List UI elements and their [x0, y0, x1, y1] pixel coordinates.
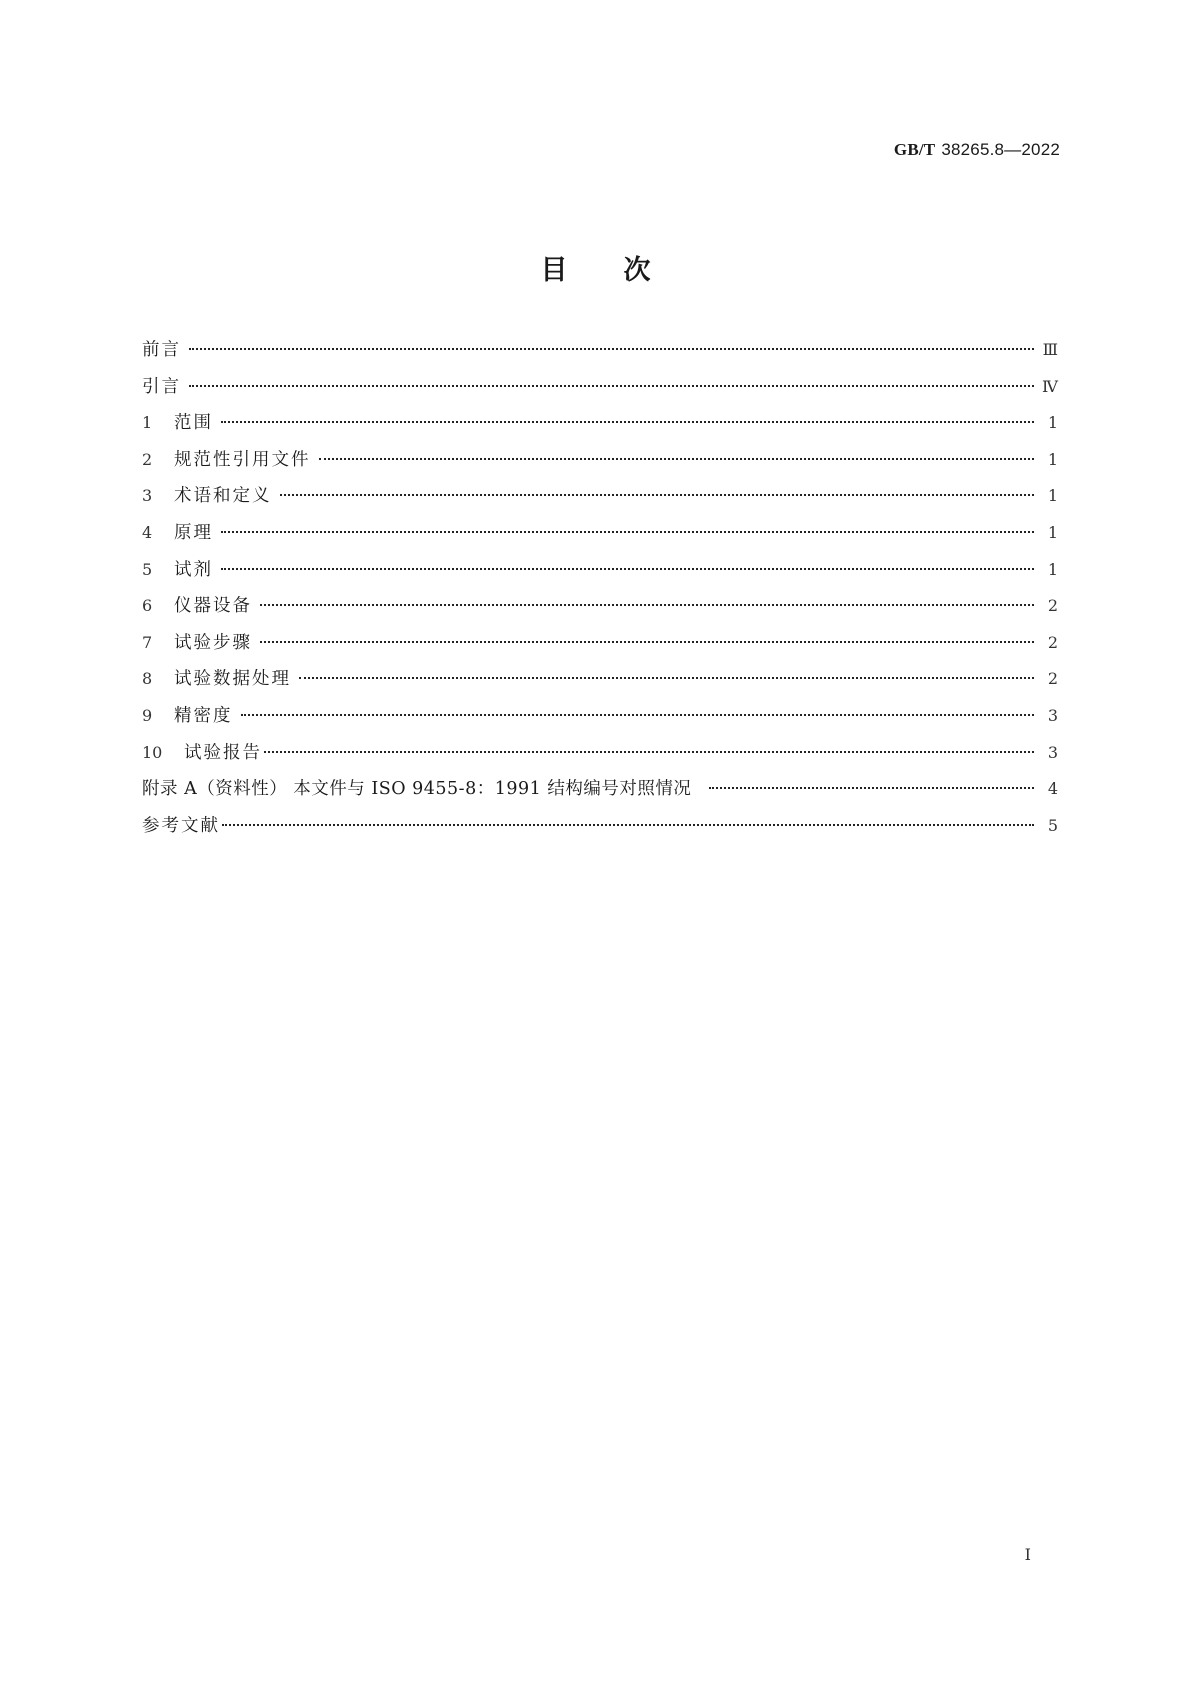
- toc-entry-4[interactable]: [142, 521, 1058, 558]
- dot-leader: [222, 823, 1034, 826]
- toc-entry-foreword[interactable]: [142, 338, 1058, 375]
- toc-entry-label: 引言: [142, 376, 181, 397]
- toc-entry-label: 前言: [142, 340, 181, 360]
- dot-leader: [319, 457, 1035, 460]
- toc-entry-number: 10: [142, 742, 163, 762]
- dot-leader: [221, 530, 1034, 533]
- dot-leader: [264, 750, 1034, 753]
- toc-entry-number: 5: [142, 559, 153, 579]
- table-of-contents: [142, 338, 1058, 850]
- standard-number: [894, 140, 1060, 160]
- toc-entry-page: 2: [1047, 632, 1058, 652]
- dot-leader: [241, 713, 1035, 716]
- toc-entry-number: 3: [142, 486, 153, 506]
- toc-entry-page: 1: [1047, 449, 1058, 469]
- toc-entry-label: 参考文献: [142, 815, 220, 836]
- toc-entry-6[interactable]: [142, 594, 1058, 631]
- toc-entry-label: 术语和定义: [174, 486, 272, 507]
- toc-entry-label: 规范性引用文件: [174, 449, 311, 470]
- toc-entry-page: 4: [1047, 779, 1058, 799]
- toc-entry-page: 1: [1047, 559, 1058, 579]
- toc-entry-page: 2: [1047, 669, 1058, 689]
- toc-entry-page: Ⅲ: [1042, 340, 1058, 359]
- toc-entry-1[interactable]: [142, 411, 1058, 448]
- dot-leader: [709, 786, 1034, 789]
- toc-entry-label: 试验数据处理: [174, 669, 291, 690]
- standard-number-value: 38265.8—2022: [941, 140, 1060, 159]
- toc-entry-9[interactable]: [142, 704, 1058, 741]
- toc-entry-number: 8: [142, 669, 153, 689]
- dot-leader: [189, 384, 1034, 387]
- toc-entry-page: 3: [1047, 705, 1058, 725]
- toc-entry-page: 5: [1047, 815, 1058, 835]
- toc-entry-label: 试剂: [174, 559, 213, 580]
- toc-entry-number: 7: [142, 632, 153, 652]
- toc-entry-page: 2: [1047, 596, 1058, 616]
- toc-entry-page: 1: [1047, 413, 1058, 433]
- toc-entry-label: 原理: [174, 522, 213, 543]
- toc-entry-7[interactable]: [142, 631, 1058, 668]
- page-number: I: [1024, 1545, 1031, 1564]
- toc-entry-number: 6: [142, 596, 153, 616]
- toc-entry-number: 9: [142, 705, 153, 725]
- toc-entry-3[interactable]: [142, 484, 1058, 521]
- toc-entry-introduction[interactable]: [142, 375, 1058, 412]
- toc-entry-page: 1: [1047, 486, 1058, 506]
- toc-entry-8[interactable]: [142, 667, 1058, 704]
- toc-entry-page: 1: [1047, 522, 1058, 542]
- toc-entry-10[interactable]: [142, 741, 1058, 778]
- toc-entry-label: 范围: [174, 413, 213, 434]
- standard-code: GB/T: [893, 140, 936, 159]
- dot-leader: [189, 347, 1034, 350]
- toc-entry-page: 3: [1047, 742, 1058, 762]
- toc-entry-number: 2: [142, 449, 153, 469]
- toc-entry-annex-a[interactable]: [142, 777, 1058, 814]
- dot-leader: [280, 493, 1035, 496]
- toc-entry-page: Ⅳ: [1042, 376, 1058, 396]
- toc-entry-label: 精密度: [174, 705, 233, 726]
- toc-entry-label: 附录 A（资料性） 本文件与 ISO 9455-8：1991 结构编号对照情况: [142, 779, 692, 800]
- toc-entry-number: 4: [142, 522, 153, 542]
- toc-entry-label: 仪器设备: [174, 596, 252, 617]
- page-title: 目次: [540, 255, 707, 286]
- toc-entry-label: 试验步骤: [174, 632, 252, 653]
- dot-leader: [260, 603, 1034, 606]
- dot-leader: [260, 640, 1034, 643]
- toc-entry-2[interactable]: [142, 448, 1058, 485]
- toc-entry-number: 1: [142, 413, 153, 433]
- toc-entry-5[interactable]: [142, 558, 1058, 595]
- toc-entry-label: 试验报告: [184, 742, 262, 763]
- dot-leader: [299, 676, 1034, 679]
- toc-entry-bibliography[interactable]: [142, 814, 1058, 851]
- dot-leader: [221, 567, 1034, 570]
- dot-leader: [221, 420, 1034, 423]
